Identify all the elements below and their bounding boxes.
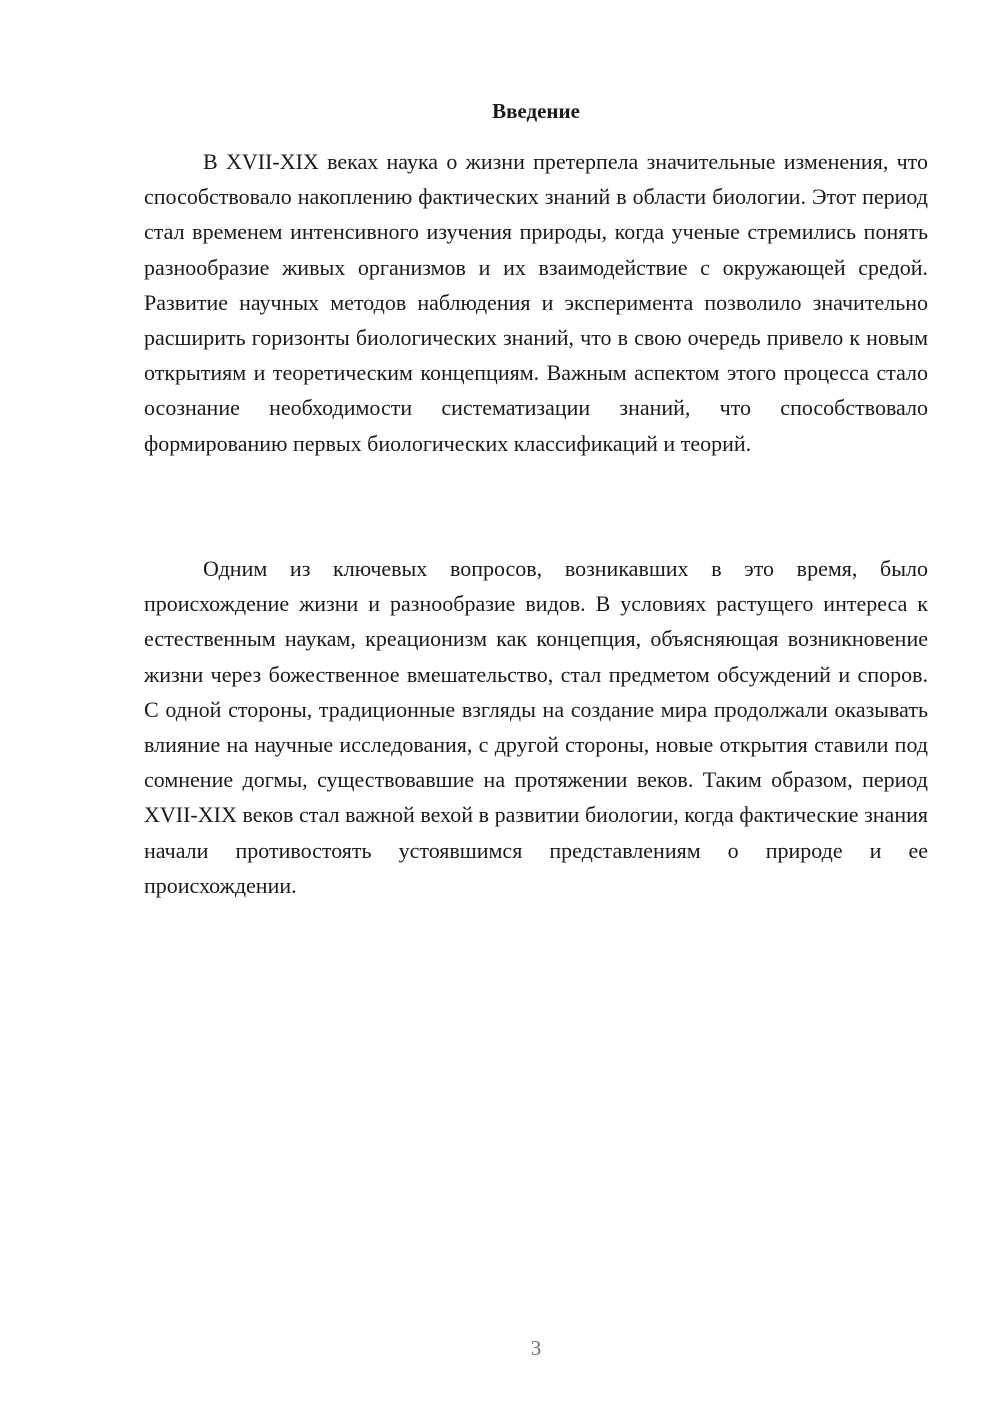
page-number: 3: [530, 1336, 542, 1360]
section-heading: Введение: [492, 99, 580, 123]
body-paragraph-1: В XVII-XIX веках наука о жизни претерпела значительные изменения, что способствовало накоплению фактических знаний в области биологии. Этот период стал временем интенсивного изучения природы, когда ученые стремились понять разнообразие живых организмов и их взаимодействие с окружающей средой. Развитие научных методов наблюдения и эксперимента позволило значительно расширить горизонты биологических знаний, что в свою очередь привело к новым открытиям и теоретическим концепциям. Важным аспектом этого процесса стало осознание необходимости систематизации знаний, что способствовало формированию первых биологических классификаций и теорий.: [144, 149, 928, 456]
body-paragraph-2: Одним из ключевых вопросов, возникавших в это время, было происхождение жизни и разнообразие видов. В условиях растущего интереса к естественным наукам, креационизм как концепция, объясняющая возникновение жизни через божественное вмешательство, стал предметом обсуждений и споров. С одной стороны, традиционные взгляды на создание мира продолжали оказывать влияние на научные исследования, с другой стороны, новые открытия ставили под сомнение догмы, существовавшие на протяжении веков. Таким образом, период XVII-XIX веков стал важной вехой в развитии биологии, когда фактические знания начали противостоять устоявшимся представлениям о природе и ее происхождении.: [144, 556, 928, 898]
